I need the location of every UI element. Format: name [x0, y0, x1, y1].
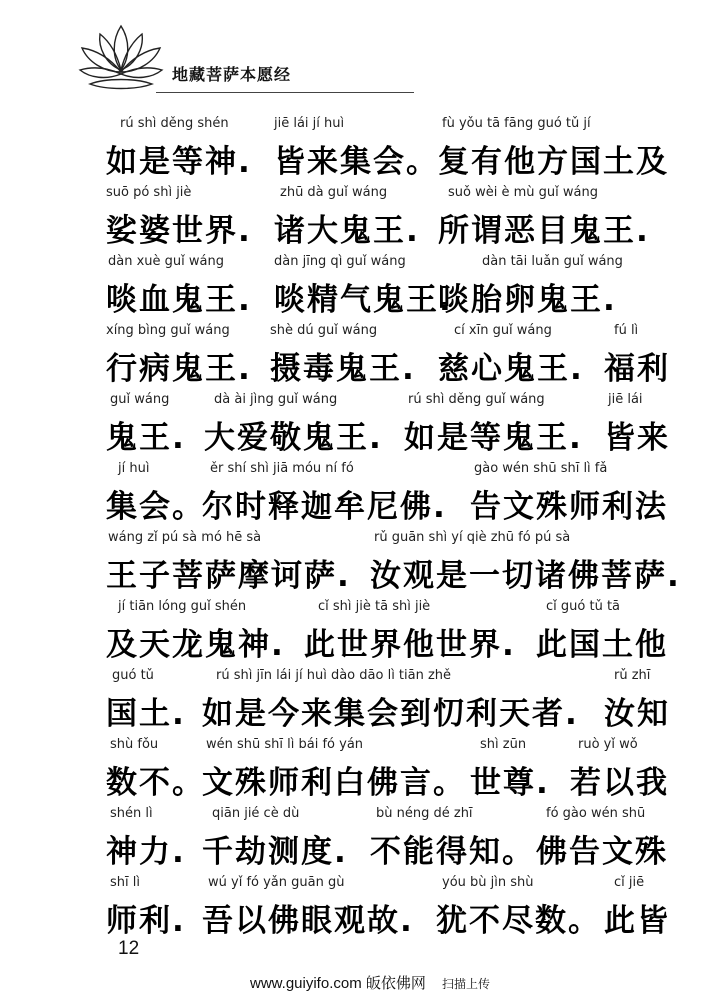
footer-site: www.guiyifo.com 皈依佛网	[250, 975, 426, 992]
lotus-icon	[76, 18, 166, 98]
hanzi: 数不。	[106, 765, 205, 801]
hanzi: 佛告文殊	[536, 834, 668, 870]
hanzi: 此皆	[604, 903, 670, 939]
hanzi: 神力.	[106, 834, 186, 870]
pinyin: rǔ zhī	[614, 668, 651, 683]
header-divider	[156, 92, 414, 93]
pinyin: ruò yǐ wǒ	[578, 737, 638, 752]
text-line-10	[0, 737, 724, 805]
pinyin: rú shì děng shén	[120, 116, 229, 131]
text-line-7	[0, 530, 724, 598]
pinyin: guǐ wáng	[110, 392, 170, 407]
pinyin: dà ài jìng guǐ wáng	[214, 392, 338, 407]
hanzi: 世尊.	[470, 765, 550, 801]
pinyin: rǔ guān shì yí qiè zhū fó pú sà	[374, 530, 571, 545]
text-line-2	[0, 185, 724, 253]
pinyin: rú shì děng guǐ wáng	[408, 392, 545, 407]
pinyin: suō pó shì jiè	[106, 185, 192, 200]
pinyin: wú yǐ fó yǎn guān gù	[208, 875, 345, 890]
pinyin: cǐ guó tǔ tā	[546, 599, 621, 614]
hanzi: 如是今来集会到忉利天者.	[202, 696, 579, 732]
text-line-12	[0, 875, 724, 943]
pinyin: qiān jié cè dù	[212, 806, 300, 821]
hanzi: 摄毒鬼王.	[270, 351, 416, 387]
hanzi: 千劫测度.	[202, 834, 348, 870]
text-line-9	[0, 668, 724, 736]
hanzi: 复有他方国土及	[438, 144, 669, 180]
pinyin: gào wén shū shī lì fǎ	[474, 461, 608, 476]
hanzi: 集会。	[106, 489, 205, 525]
book-title: 地藏菩萨本愿经	[172, 65, 292, 84]
hanzi: 王子菩萨摩诃萨.	[106, 558, 351, 594]
pinyin: yóu bù jìn shù	[442, 875, 534, 890]
text-line-6	[0, 461, 724, 529]
pinyin: shù fǒu	[110, 737, 159, 752]
footer-watermark	[250, 972, 490, 993]
hanzi: 文殊师利白佛言。	[202, 765, 466, 801]
hanzi: 吾以佛眼观故.	[202, 903, 414, 939]
hanzi: 所谓恶目鬼王.	[438, 213, 650, 249]
hanzi: 皆来集会。	[274, 144, 439, 180]
pinyin: xíng bìng guǐ wáng	[106, 323, 230, 338]
pinyin: fó gào wén shū	[546, 806, 646, 821]
hanzi: 不能得知。	[370, 834, 535, 870]
hanzi: 犹不尽数。	[436, 903, 601, 939]
pinyin: shì zūn	[480, 737, 527, 752]
pinyin: fú lì	[614, 323, 639, 338]
hanzi: 诸大鬼王.	[274, 213, 420, 249]
hanzi: 皆来	[604, 420, 670, 456]
hanzi: 娑婆世界.	[106, 213, 252, 249]
text-line-4	[0, 323, 724, 391]
pinyin: ěr shí shì jiā móu ní fó	[210, 461, 354, 476]
text-line-5	[0, 392, 724, 460]
pinyin: jí huì	[118, 461, 150, 476]
hanzi: 如是等鬼王.	[404, 420, 583, 456]
hanzi: 此国土他	[536, 627, 668, 663]
text-line-11	[0, 806, 724, 874]
pinyin: bù néng dé zhī	[376, 806, 473, 821]
pinyin: shī lì	[110, 875, 140, 890]
hanzi: 及天龙鬼神.	[106, 627, 285, 663]
page-header	[0, 0, 724, 110]
page-number: 12	[118, 938, 140, 959]
pinyin: dàn tāi luǎn guǐ wáng	[482, 254, 623, 269]
text-line-1	[0, 116, 724, 184]
pinyin: cí xīn guǐ wáng	[454, 323, 552, 338]
hanzi: 汝知	[604, 696, 670, 732]
hanzi: 若以我	[570, 765, 669, 801]
hanzi: 告文殊师利法	[470, 489, 668, 525]
hanzi: 师利.	[106, 903, 186, 939]
pinyin: jiē lái	[608, 392, 643, 407]
footer-note: 扫描上传	[442, 977, 491, 991]
hanzi: 啖血鬼王.	[106, 282, 252, 318]
pinyin: jí tiān lóng guǐ shén	[118, 599, 247, 614]
pinyin: shén lì	[110, 806, 153, 821]
hanzi: 慈心鬼王.	[438, 351, 584, 387]
pinyin: guó tǔ	[112, 668, 154, 683]
pinyin: rú shì jīn lái jí huì dào dāo lì tiān zhě	[216, 668, 452, 683]
hanzi: 鬼王.	[106, 420, 186, 456]
hanzi: 啖精气鬼王.	[274, 282, 453, 318]
pinyin: dàn jīng qì guǐ wáng	[274, 254, 406, 269]
pinyin: dàn xuè guǐ wáng	[108, 254, 224, 269]
pinyin: fù yǒu tā fāng guó tǔ jí	[442, 116, 591, 131]
pinyin: wáng zǐ pú sà mó hē sà	[108, 530, 262, 545]
hanzi: 国土.	[106, 696, 186, 732]
hanzi: 此世界他世界.	[304, 627, 516, 663]
text-line-3	[0, 254, 724, 322]
hanzi: 行病鬼王.	[106, 351, 252, 387]
hanzi: 尔时释迦牟尼佛.	[202, 489, 447, 525]
pinyin: jiē lái jí huì	[274, 116, 345, 131]
hanzi: 汝观是一切诸佛菩萨.	[370, 558, 681, 594]
pinyin: cǐ shì jiè tā shì jiè	[318, 599, 431, 614]
hanzi: 福利	[604, 351, 670, 387]
pinyin: cǐ jiē	[614, 875, 645, 890]
pinyin: shè dú guǐ wáng	[270, 323, 378, 338]
hanzi: 大爱敬鬼王.	[204, 420, 383, 456]
pinyin: suǒ wèi è mù guǐ wáng	[448, 185, 598, 200]
pinyin: wén shū shī lì bái fó yán	[206, 737, 364, 752]
hanzi: 啖胎卵鬼王.	[438, 282, 617, 318]
pinyin: zhū dà guǐ wáng	[280, 185, 388, 200]
text-line-8	[0, 599, 724, 667]
hanzi: 如是等神.	[106, 144, 252, 180]
